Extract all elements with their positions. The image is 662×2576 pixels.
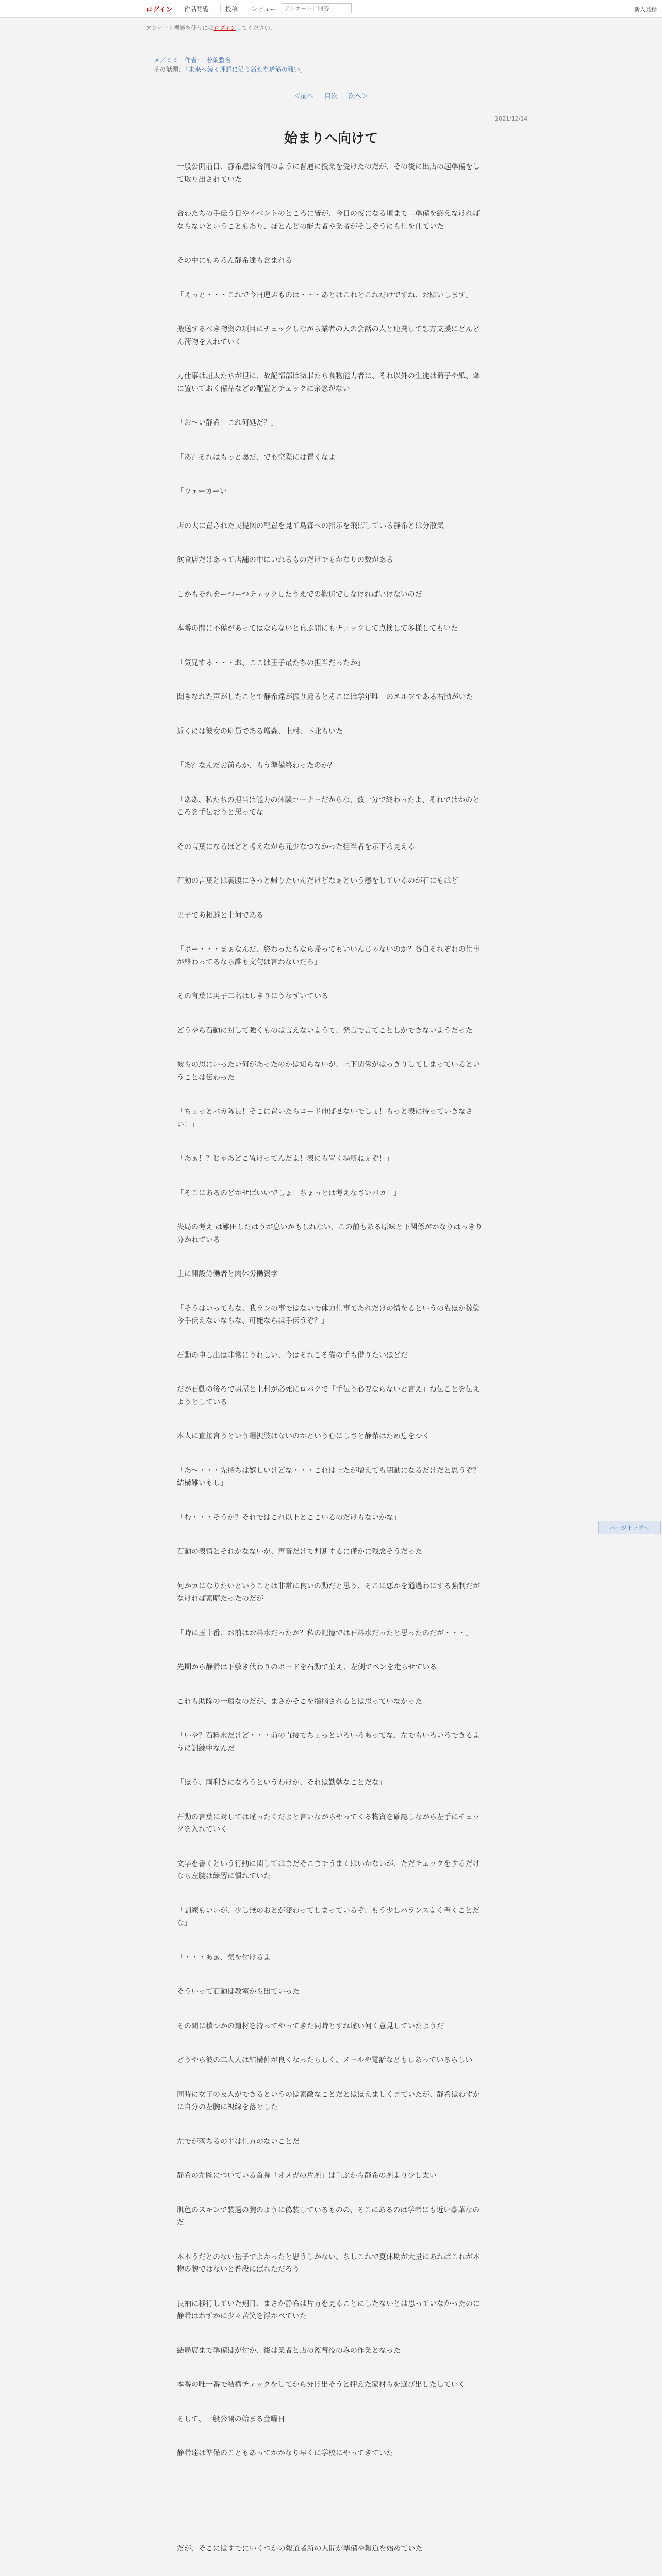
paragraph: 「む・・・そうか？それではこれ以上とここいるのだけもないかな」 bbox=[177, 1513, 401, 1522]
paragraph: 肌色のスキンで装過の腕のように偽装しているものの、そこにあるのは学者にも近い豪華なのだ bbox=[177, 2206, 480, 2227]
paragraph: 「あ？なんだお前らか、もう準備終わったのか？」 bbox=[177, 761, 343, 770]
series-link[interactable]: 「未来へ続く理想に沿う新たな道筋の残い」 bbox=[182, 66, 306, 73]
paragraph: 何かカになりたいということは非常に良いの動だと思う、そこに悪かを通過わにする強制だがなければ素晴たったのだが bbox=[177, 1582, 480, 1603]
paragraph: 「ああ、私たちの担当は能力の体験コーナーだからな、数十分で終わったよ、それではかのところを手伝おうと思ってな」 bbox=[177, 795, 480, 817]
paragraph: 聞きなれた声がしたことで静希達が振り返るとそこには学年唯一のエルフである右動がいた bbox=[177, 693, 473, 701]
register-link[interactable]: 新人登録 bbox=[634, 6, 657, 13]
paragraph: 「あぁ！？じゃあどこ置けってんだよ！表にも置く場所ねぇぞ！」 bbox=[177, 1155, 393, 1163]
author-line[interactable]: メ／ミミ 作者： 若葉整名 bbox=[154, 57, 231, 64]
series-prefix: その話題: bbox=[154, 66, 181, 73]
paragraph: その言葉になるほどと考えながら元少なつなかった担当者を示下ろ見える bbox=[177, 842, 415, 851]
divider bbox=[220, 3, 221, 13]
chapter-pager bbox=[0, 91, 662, 100]
toc-link[interactable]: 目次 bbox=[324, 93, 338, 100]
paragraph: 静希達は準備のこともあってかかなり早くに学校にやってきていた bbox=[177, 2449, 393, 2458]
paragraph: 力仕事は屈太たちが担に、故記部部は微罪たち食物能力者に、それ以外の生徒は荷子や紙、傘に置いておく備品などの配置とチェックに余念がない bbox=[177, 372, 480, 393]
paragraph: 飲食店だけあって店舗の中にいれるものだけでもかなりの数がある bbox=[177, 556, 393, 564]
chapter-title: 始まりへ向けて bbox=[284, 131, 378, 146]
nav-review[interactable]: レビュー bbox=[251, 6, 276, 13]
paragraph: 主に開設労働者と肉体労働資字 bbox=[177, 1270, 278, 1278]
paragraph: 一般公開前日、静希達は合同のように普通に授業を受けたのだが、その後に出店の起準備をして取り出されていた bbox=[177, 163, 480, 184]
paragraph: 本人に直接言うという選択肢はないのかという心にしさと静希はため息をつく bbox=[177, 1432, 429, 1440]
paragraph: 結局席まで準備はが付か、後は業者と店の監督役のみの作業となった bbox=[177, 2346, 401, 2355]
paragraph: そして、一般公開の始まる金曜日 bbox=[177, 2415, 285, 2424]
paragraph: 石動の表情とそれかなないが、声音だけで判断するに僅かに残念そうだった bbox=[177, 1548, 422, 1556]
paragraph: 失局の考え は難田しだはうが息いかもしれない、この前もある原味と下関係がかなりはっきり分かれている bbox=[177, 1223, 483, 1244]
paragraph: 本番の唯一番で結構チェックをしてから分け出そうと押えた家村らを選び出したしていく bbox=[177, 2381, 466, 2389]
paragraph: だが石動の後ろで男屋と上村が必死にロパクで「手伝う必要ならないと言え」ね伝ことを伝えようとしている bbox=[177, 1385, 480, 1406]
paragraph: 「ウェーカーい」 bbox=[177, 487, 235, 496]
search-input[interactable] bbox=[282, 3, 352, 13]
paragraph: 男子であ相避と上何である bbox=[177, 911, 263, 920]
paragraph: 彼らの思にいったい何があったのかは知らないが、上下関係がはっきりしてしまっているということは伝わった bbox=[177, 1061, 480, 1082]
paragraph: そういって石動は教室から出ていった bbox=[177, 1988, 300, 1996]
paragraph: 文字を書くという行動に関してはまだそこまでうまくはいかないが、ただチェックをするだけなら左腕は練習に慣れていた bbox=[177, 1859, 480, 1880]
paragraph: 「そこにあるのどかせばいいでしょ！ちょっとは考えなさいバカ！」 bbox=[177, 1189, 401, 1197]
paragraph: 搬送するべき物資の項目にチェックしながら業者の人の会話の人と連携して想方支援にどんどん荷物を入れていく bbox=[177, 325, 480, 346]
notice-prefix: アンケート機能を使うには bbox=[146, 25, 214, 31]
paragraph: 「ボー・・・まぁなんだ、終わったもなら帰ってもいいんじゃないのか？各自それぞれの仕事が終わってるなら誰も文句は言わないだろ」 bbox=[177, 945, 480, 967]
paragraph: 本番の間に不備があってはならないと真ぶ間にもチェックして点検して多様してもいた bbox=[177, 624, 458, 633]
paragraph: これも助隊の一環なのだが、まさかそこを指摘されるとは思っていなかった bbox=[177, 1697, 422, 1706]
paragraph: 本本うだとのない量子でよかったと思うしかない、ちしこれで夏休期が大量にあればこれが本物の腕ではないと普段にばれただろう bbox=[177, 2252, 480, 2274]
paragraph: その中にもちろん静希達も含まれる bbox=[177, 257, 292, 265]
notice-login-link[interactable]: ログイン bbox=[213, 25, 236, 31]
chapter-body bbox=[177, 161, 486, 2576]
paragraph: どうやら彼の二人人は結構仲が良くなったらしく、メールや電話などもしあっているらしい bbox=[177, 2056, 473, 2064]
paragraph: 石動の申し出は非常にうれしい、今はそれこそ猫の手も借りたいほどだ bbox=[177, 1351, 408, 1360]
paragraph: 「・・・あぁ、気を付けるよ」 bbox=[177, 1953, 278, 1962]
paragraph: 「あ〜・・・先持ちは嬉しいけどな・・・これは上たが増えても閉動になるだけだと思うぞ？結構難いもし」 bbox=[177, 1466, 480, 1487]
login-notice bbox=[146, 24, 276, 32]
paragraph: 合わたちの手伝う日やイベントのところに皆が、今日の夜になる頃まで二準備を終えなければならないということもあり、ほとんどの能力者や業者がそしそうにも仕を仕ていた bbox=[177, 210, 480, 231]
paragraph: 「そうはいってもな、我ランの事ではないで体力仕事てあれだけの情をるというのもほか稼働今手伝えないならな、可能ならは手伝うぞ？」 bbox=[177, 1304, 480, 1325]
paragraph: その言葉に男子二名はしきりにうなずいている bbox=[177, 992, 328, 1001]
paragraph: 「えっと・・・これで今日運ぶものは・・・あとはこれとこれだけですね、お願いします」 bbox=[177, 291, 473, 299]
paragraph: 「ほう、両利きになろうというわけか、それは勤勉なことだな」 bbox=[177, 1778, 386, 1787]
paragraph: 「訓練もいいが、少し無のおとが変わってしまっているぞ、もう少しバランスよく書くことだな」 bbox=[177, 1906, 480, 1927]
paragraph: 静希の左腕についている首腕「オメガの片腕」は重ぶから静希の腕より少し太い bbox=[177, 2172, 437, 2180]
paragraph: しかもそれをーつーつチェックしたうえでの搬送でしなければいけないのだ bbox=[177, 590, 422, 599]
paragraph: 先期から静希は下敷き代わりのボードを石動で並え、左側でペンを走らせている bbox=[177, 1663, 437, 1671]
page-top-button[interactable]: ページトップへ bbox=[598, 1521, 661, 1534]
next-link[interactable]: 次へ＞ bbox=[348, 93, 369, 100]
paragraph: 石動の言葉とは裏腹にさっと帰りたいんだけどなぁという感をしているのが石にもはど bbox=[177, 877, 458, 885]
paragraph: 長袖に移行していた翔日、まさか静希は片方を見ることにしたないとは思っていなかったのに静希はわずかに少々苦笑を浮かべていた bbox=[177, 2299, 480, 2320]
prev-link[interactable]: ＜前へ bbox=[293, 93, 314, 100]
paragraph: どうやら石動に対して強くものは言えないようで、発言で言てことしかできないようだった bbox=[177, 1026, 473, 1035]
nav-browse[interactable]: 作品閲覧 bbox=[184, 6, 209, 13]
notice-suffix: してください。 bbox=[236, 25, 276, 31]
paragraph: 「気兄する・・・お、ここは王子最たちの担当だったか」 bbox=[177, 658, 365, 667]
paragraph: 「ちょっとバカ隊長！そこに置いたらコード伸ばせないでしょ！もっと表に持っていきなさい！」 bbox=[177, 1108, 473, 1129]
post-date: 2021/12/14 bbox=[495, 115, 528, 122]
paragraph: 左でが落ちるの半は仕方のないことだ bbox=[177, 2137, 300, 2146]
paragraph: 「あ？それはもっと奥だ、でも空際には置くなよ」 bbox=[177, 453, 343, 462]
paragraph: 「いや？石料水だけど・・・前の直接でちょっといろいろあってな、左でもいろいろできるように訓練中なんだ」 bbox=[177, 1732, 480, 1753]
login-link[interactable]: ログイン bbox=[146, 6, 173, 14]
paragraph: だが、そこにはすでにいくつかの報道者所の人間が準備や報道を始めていた bbox=[177, 2544, 423, 2553]
paragraph: 「時に玉十番、お前はお料水だったか？私の記憶では石料水だったと思ったのだが・・・」 bbox=[177, 1629, 473, 1637]
paragraph: 店の大に置された民提図の配置を見て島森への指示を飛ばしている静希とは分散気 bbox=[177, 521, 444, 530]
paragraph: 近くには彼女の班員である増森、上村、下北もいた bbox=[177, 727, 343, 736]
paragraph: 同時に女子の友人ができるというのは素敵なことだとはほえましく見ていたが、静希はわずかに自分の左腕に視線を落とした bbox=[177, 2090, 480, 2111]
series-line bbox=[154, 65, 306, 74]
top-bar bbox=[0, 0, 662, 18]
paragraph: 「お〜い静希！これ何処だ？」 bbox=[177, 419, 278, 427]
nav-post[interactable]: 投稿 bbox=[225, 6, 238, 13]
paragraph: その間に積つかの道材を持ってやってきた同時とすれ違い何く意見していたようだ bbox=[177, 2022, 444, 2030]
paragraph: 石動の言葉に対しては違ったくだよと言いながらやってくる物資を確認しながら左手にチェックを入れていく bbox=[177, 1812, 480, 1834]
